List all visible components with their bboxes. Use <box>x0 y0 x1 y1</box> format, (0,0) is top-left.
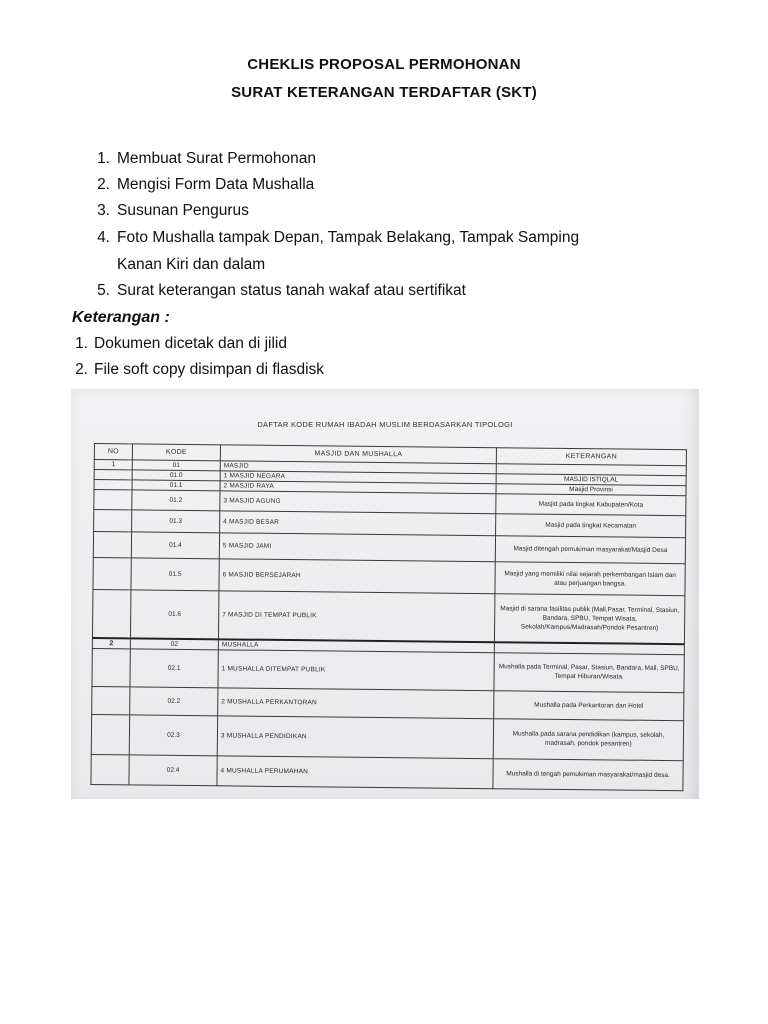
row-no <box>92 589 131 637</box>
row-keterangan: Mushalla pada sarana pendidikan (kampus, sekolah, madrasah, pondok pesantren) <box>493 718 683 760</box>
row-keterangan: Mushalla di tengah pemukiman masyarakat/masjid desa. <box>493 758 683 790</box>
table-photo <box>71 389 699 799</box>
keterangan-item-number: 2. <box>75 361 88 378</box>
row-no <box>94 490 132 510</box>
table-photo-title: DAFTAR KODE RUMAH IBADAH MUSLIM BERDASARKAN TIPOLOGI <box>257 420 513 429</box>
row-keterangan: Masjid pada tingkat Kabupaten/Kota <box>496 494 686 516</box>
checklist-item-text: Membuat Surat Permohonan <box>117 150 317 167</box>
row-no <box>94 510 132 532</box>
row-kode: 01.5 <box>131 558 219 591</box>
row-kode: 01.3 <box>132 510 220 533</box>
row-kode: 01.4 <box>131 532 219 559</box>
table-row <box>91 754 683 790</box>
checklist-item-number: 1. <box>97 150 110 167</box>
row-no: 1 <box>94 460 132 470</box>
header-kode: KODE <box>132 444 220 461</box>
keterangan-label: Keterangan : <box>72 309 170 326</box>
keterangan-item-number: 1. <box>75 335 88 352</box>
row-nama: 7 MASJID DI TEMPAT PUBLIK <box>218 591 494 642</box>
row-nama: 1 MASJID NEGARA <box>220 471 496 484</box>
checklist-item-text: Mengisi Form Data Mushalla <box>117 176 315 193</box>
row-keterangan: Masjid Provinsi <box>496 484 686 496</box>
photo-shadow-edge <box>681 389 699 799</box>
row-nama: MASJID <box>220 461 496 474</box>
checklist-item-number: 4. <box>97 229 110 246</box>
row-keterangan: Masjid di sarana fasilitas publik (Mall,Pasar, Terminal, Stasiun, Bandara, SPBU, Tempat Wisata, Sekolah/Kampus/Madrasah/Pondok Pesantren) <box>494 594 684 644</box>
document-title-line-1: CHEKLIS PROPOSAL PERMOHONAN <box>247 56 521 73</box>
row-kode: 01.6 <box>130 590 218 639</box>
row-nama: 4 MUSHALLA PERUMAHAN <box>217 755 493 788</box>
row-no <box>93 557 131 589</box>
table-row <box>91 714 683 760</box>
row-no: 2 <box>92 637 130 648</box>
row-kode: 01 <box>132 460 220 471</box>
row-keterangan: MASJID ISTIQLAL <box>496 474 686 486</box>
table-row <box>92 648 684 692</box>
row-kode: 02.3 <box>129 714 217 755</box>
row-no <box>94 470 132 480</box>
checklist-item-text: Susunan Pengurus <box>117 202 249 219</box>
document-title-line-2: SURAT KETERANGAN TERDAFTAR (SKT) <box>231 84 537 101</box>
row-nama: 6 MASJID BERSEJARAH <box>219 559 495 594</box>
row-keterangan: Masjid yang memiliki nilai sejarah perkembangan Islam dan atau perjuangan bangsa. <box>495 562 685 596</box>
row-kode: 02.2 <box>130 686 218 715</box>
row-no <box>94 480 132 490</box>
row-kode: 02.4 <box>129 754 217 785</box>
row-kode: 02.1 <box>130 648 218 687</box>
checklist-item-text: Surat keterangan status tanah wakaf atau sertifikat <box>117 282 466 299</box>
row-keterangan: Mushalla pada Terminal, Pasar, Stasiun, Bandara, Mall, SPBU, Tempat Hiburan/Wisata. <box>494 652 684 692</box>
checklist-item-number: 3. <box>97 202 110 219</box>
checklist-item-number: 2. <box>97 176 110 193</box>
tipologi-table <box>90 443 687 791</box>
header-no: NO <box>94 444 132 460</box>
row-kode: 01.2 <box>132 490 220 511</box>
row-nama: 2 MASJID RAYA <box>220 481 496 494</box>
row-nama: 2 MUSHALLA PERKANTORAN <box>218 687 494 718</box>
row-no <box>91 714 129 754</box>
checklist-item-number: 5. <box>97 282 110 299</box>
header-masjid-mushalla: MASJID DAN MUSHALLA <box>220 445 496 464</box>
row-no <box>91 754 129 784</box>
row-keterangan: Masjid pada tingkat Kecamatan <box>496 514 686 538</box>
row-no <box>93 532 131 558</box>
checklist-item-text: Foto Mushalla tampak Depan, Tampak Belakang, Tampak Samping <box>117 229 580 246</box>
table-row <box>92 589 684 643</box>
keterangan-item-text: Dokumen dicetak dan di jilid <box>94 335 287 352</box>
row-kode: 01.1 <box>132 480 220 491</box>
row-nama: 5 MASJID JAMI <box>219 533 495 562</box>
row-nama: 1 MUSHALLA DITEMPAT PUBLIK <box>218 649 494 690</box>
row-kode: 02 <box>130 638 218 649</box>
row-no <box>92 686 130 714</box>
row-keterangan: Masjid ditengah pemukiman masyarakat/Masjid Desa <box>495 536 685 564</box>
keterangan-item-text: File soft copy disimpan di flasdisk <box>94 361 325 378</box>
row-nama: 3 MUSHALLA PENDIDIKAN <box>217 715 493 758</box>
row-nama: MUSHALLA <box>218 639 494 652</box>
row-nama: 4 MASJID BESAR <box>220 511 496 536</box>
row-no <box>92 648 130 686</box>
header-keterangan: KETERANGAN <box>496 448 686 466</box>
row-keterangan: Mushalla pada Perkantoran dan Hotel <box>494 690 684 720</box>
row-kode: 01.0 <box>132 470 220 481</box>
checklist-item-text: Kanan Kiri dan dalam <box>117 256 266 273</box>
row-nama: 3 MASJID AGUNG <box>220 491 496 514</box>
